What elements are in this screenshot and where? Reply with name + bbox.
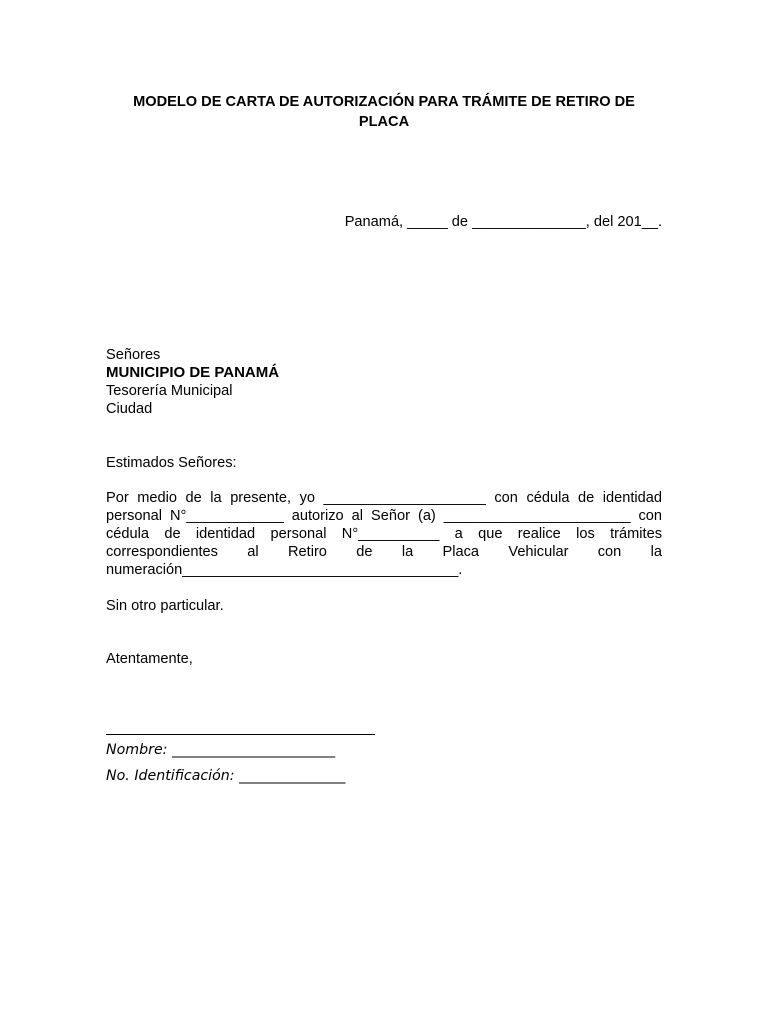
title-line-2: PLACA [358,114,410,130]
recipient-entity: MUNICIPIO DE PANAMÁ [106,364,280,381]
signoff-text: Atentamente, [106,651,193,667]
closing-text: Sin otro particular. [106,598,224,614]
signature-id-field: No. Identificación: _______________ [106,768,346,784]
signature-name-field: Nombre: _______________________ [106,742,336,758]
signature-line [106,734,375,735]
recipient-block [106,346,279,418]
body-line: numeración__________________________________. [106,562,463,578]
recipient-city: Ciudad [106,401,153,417]
body-line: cédula de identidad personal N°__________ a que realice los trámites [106,526,662,542]
recipient-department: Tesorería Municipal [106,383,233,399]
title-line-1: MODELO DE CARTA DE AUTORIZACIÓN PARA TRÁMITE DE RETIRO DE [133,94,635,110]
recipient-salutation: Señores [106,347,161,363]
greeting: Estimados Señores: [106,455,237,471]
date-line: Panamá, _____ de ______________, del 201__. [344,214,662,230]
body-paragraph [106,489,662,579]
body-line: personal N°____________ autorizo al Señor (a) _______________________ con [106,508,662,524]
body-line: Por medio de la presente, yo ____________________ con cédula de identidad [106,490,662,506]
document-title [106,92,662,132]
body-line: correspondientes al Retiro de la Placa Vehicular con la [106,544,662,560]
